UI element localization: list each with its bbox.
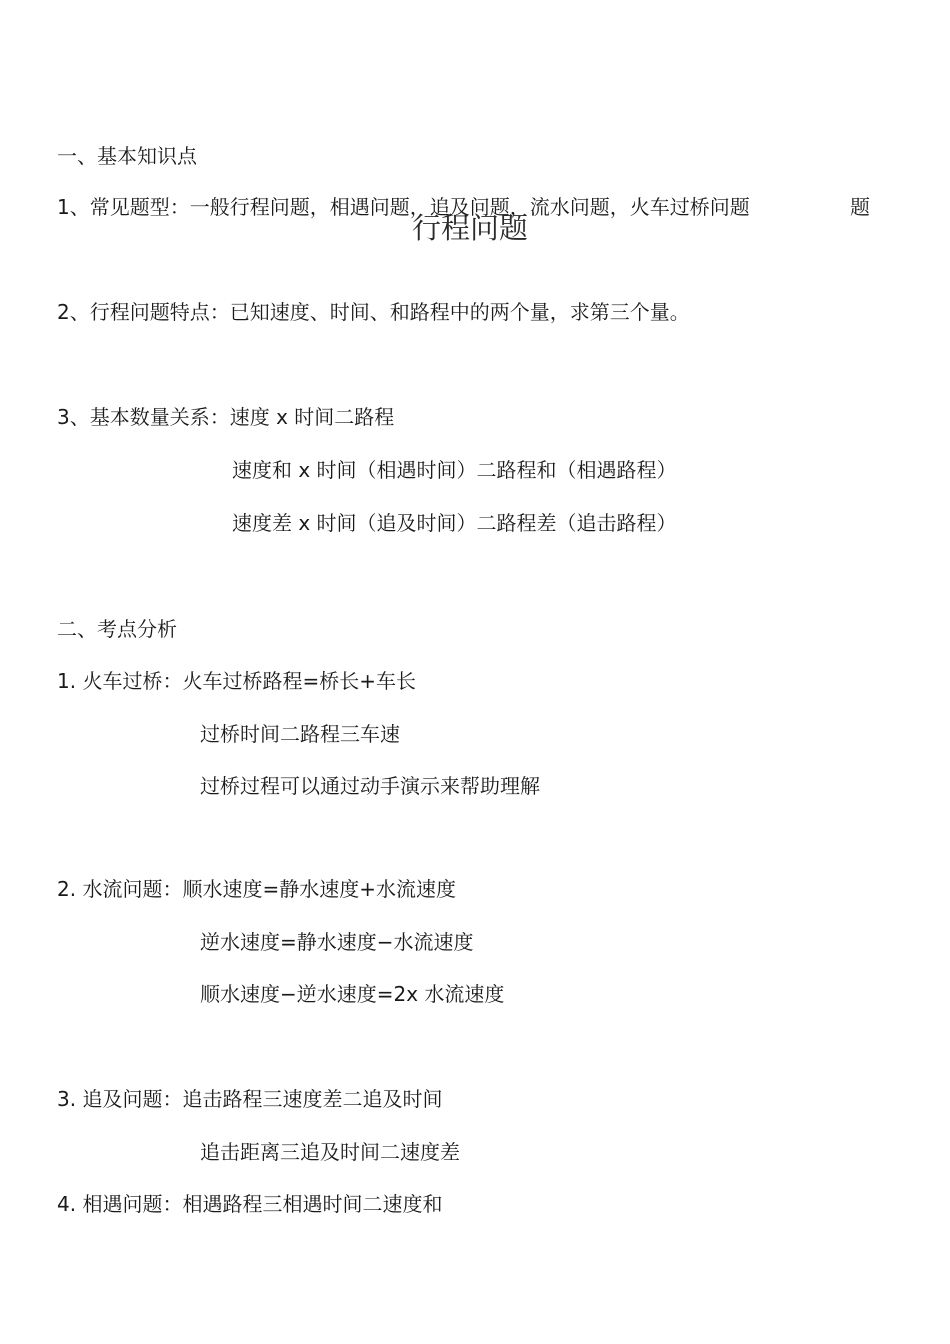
point-train-bridge: 1. 火车过桥：火车过桥路程=桥长+车长 — [57, 669, 416, 693]
item-common-question-types: 1、常见题型：一般行程问题，相遇问题，追及问题，流水问题，火车过桥问题 — [57, 195, 750, 219]
section-heading-basics: 一、基本知识点 — [57, 144, 197, 168]
point-water-flow-upstream: 逆水速度=静水速度−水流速度 — [200, 930, 474, 954]
section-heading-analysis: 二、考点分析 — [57, 617, 177, 641]
point-train-bridge-time: 过桥时间二路程三车速 — [200, 722, 400, 746]
item-basic-relations-chasing: 速度差 x 时间（追及时间）二路程差（追击路程） — [232, 511, 677, 535]
point-chasing: 3. 追及问题：追击路程三速度差二追及时间 — [57, 1087, 443, 1111]
point-water-flow: 2. 水流问题：顺水速度=静水速度+水流速度 — [57, 877, 456, 901]
point-train-bridge-tip: 过桥过程可以通过动手演示来帮助理解 — [200, 774, 540, 798]
point-water-flow-difference: 顺水速度−逆水速度=2x 水流速度 — [200, 982, 505, 1006]
point-meeting: 4. 相遇问题：相遇路程三相遇时间二速度和 — [57, 1192, 443, 1216]
page-title: 行程问题 — [412, 211, 529, 245]
item-common-question-types-tail: 题 — [850, 195, 870, 219]
item-basic-relations: 3、基本数量关系：速度 x 时间二路程 — [57, 405, 395, 429]
point-chasing-distance: 追击距离三追及时间二速度差 — [200, 1140, 460, 1164]
item-problem-features: 2、行程问题特点：已知速度、时间、和路程中的两个量，求第三个量。 — [57, 300, 690, 324]
item-basic-relations-meeting: 速度和 x 时间（相遇时间）二路程和（相遇路程） — [232, 458, 677, 482]
